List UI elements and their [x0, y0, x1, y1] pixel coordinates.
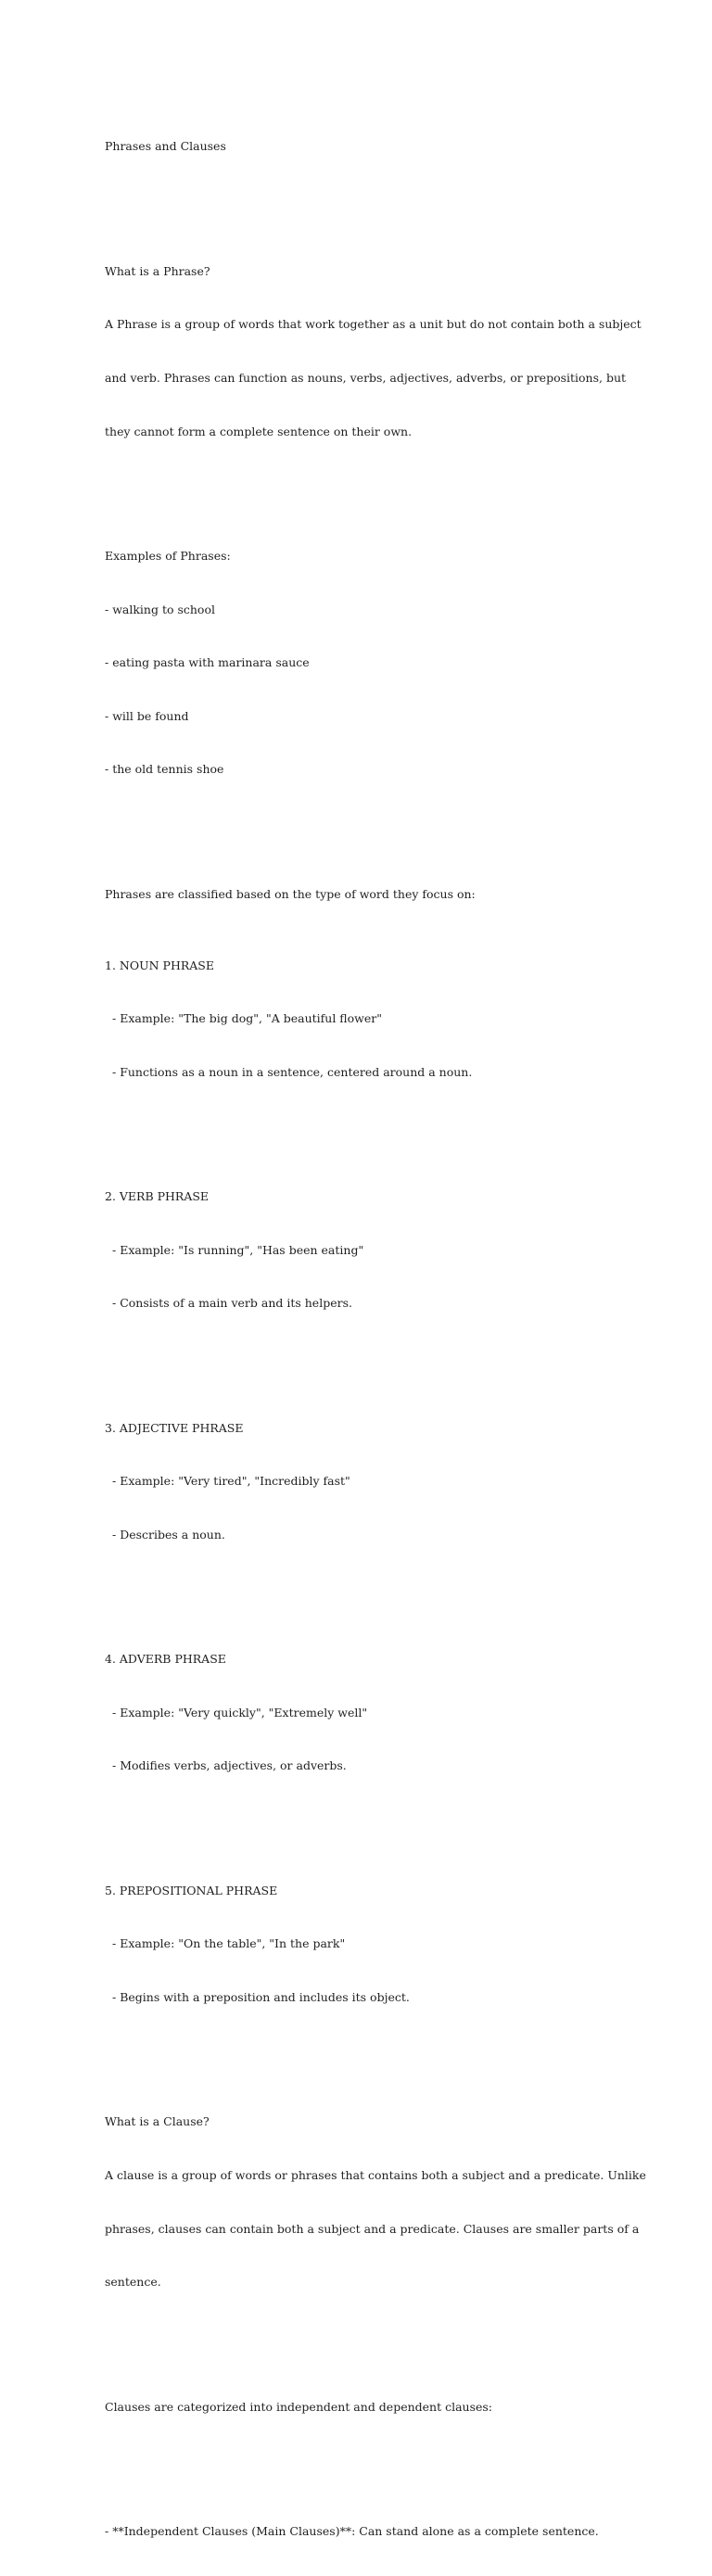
phrase-type-description: - Describes a noun.: [112, 1527, 225, 1542]
phrase-type-description: - Consists of a main verb and its helpers.: [112, 1296, 352, 1311]
examples-heading: Examples of Phrases:: [105, 548, 231, 563]
document-body: [105, 102, 646, 2576]
phrase-type-name: 4. ADVERB PHRASE: [105, 1652, 226, 1667]
blank-line: [105, 1579, 624, 1596]
blank-line: [105, 2042, 624, 2060]
independent-clause-item: - **Independent Clauses (Main Clauses)**: Can stand alone as a complete sentence.: [105, 2523, 599, 2538]
blank-line: [105, 476, 624, 493]
example-item: - walking to school: [105, 602, 215, 616]
blank-line: [105, 2451, 624, 2468]
clause-categories-intro: Clauses are categorized into independent and dependent clauses:: [105, 2399, 493, 2414]
phrase-type-name: 3. ADJECTIVE PHRASE: [105, 1420, 244, 1435]
phrase-type-example: - Example: "The big dog", "A beautiful flower": [112, 1011, 382, 1026]
blank-line: [105, 814, 624, 831]
blank-line: [105, 2327, 624, 2344]
clause-definition-line: A clause is a group of words or phrases that contains both a subject and a predicate. Unlike: [105, 2168, 646, 2183]
classification-intro: Phrases are classified based on the type of word they focus on:: [105, 886, 476, 901]
example-item: - will be found: [105, 708, 189, 723]
blank-line: [105, 1348, 624, 1365]
phrase-type-name: 1. NOUN PHRASE: [105, 958, 214, 972]
phrase-type-example: - Example: "Very tired", "Incredibly fast": [112, 1474, 350, 1489]
phrase-type-name: 2. VERB PHRASE: [105, 1189, 210, 1204]
example-item: - the old tennis shoe: [105, 762, 224, 777]
phrase-type-description: - Functions as a noun in a sentence, centered around a noun.: [112, 1064, 473, 1079]
clause-definition-line: phrases, clauses can contain both a subject and a predicate. Clauses are smaller parts of a: [105, 2221, 640, 2236]
blank-line: [105, 1116, 624, 1134]
example-item: - eating pasta with marinara sauce: [105, 655, 310, 670]
phrase-type-description: - Begins with a preposition and includes its object.: [112, 1990, 410, 2005]
clause-definition-line: sentence.: [105, 2275, 161, 2290]
phrase-heading: What is a Phrase?: [105, 263, 210, 278]
phrase-type-example: - Example: "Is running", "Has been eating": [112, 1242, 364, 1257]
phrase-type-description: - Modifies verbs, adjectives, or adverbs.: [112, 1758, 347, 1773]
blank-line: [105, 1810, 624, 1828]
document-title: Phrases and Clauses: [105, 139, 226, 154]
phrase-type-example: - Example: "Very quickly", "Extremely well": [112, 1705, 368, 1719]
phrase-definition-line: and verb. Phrases can function as nouns, verbs, adjectives, adverbs, or prepositions, but: [105, 370, 627, 385]
blank-line: [105, 191, 624, 209]
phrase-definition-line: they cannot form a complete sentence on their own.: [105, 424, 413, 438]
phrase-definition-line: A Phrase is a group of words that work together as a unit but do not contain both a subject: [105, 317, 642, 332]
phrase-type-example: - Example: "On the table", "In the park": [112, 1936, 346, 1951]
clause-heading: What is a Clause?: [105, 2114, 210, 2129]
phrase-type-name: 5. PREPOSITIONAL PHRASE: [105, 1883, 278, 1897]
